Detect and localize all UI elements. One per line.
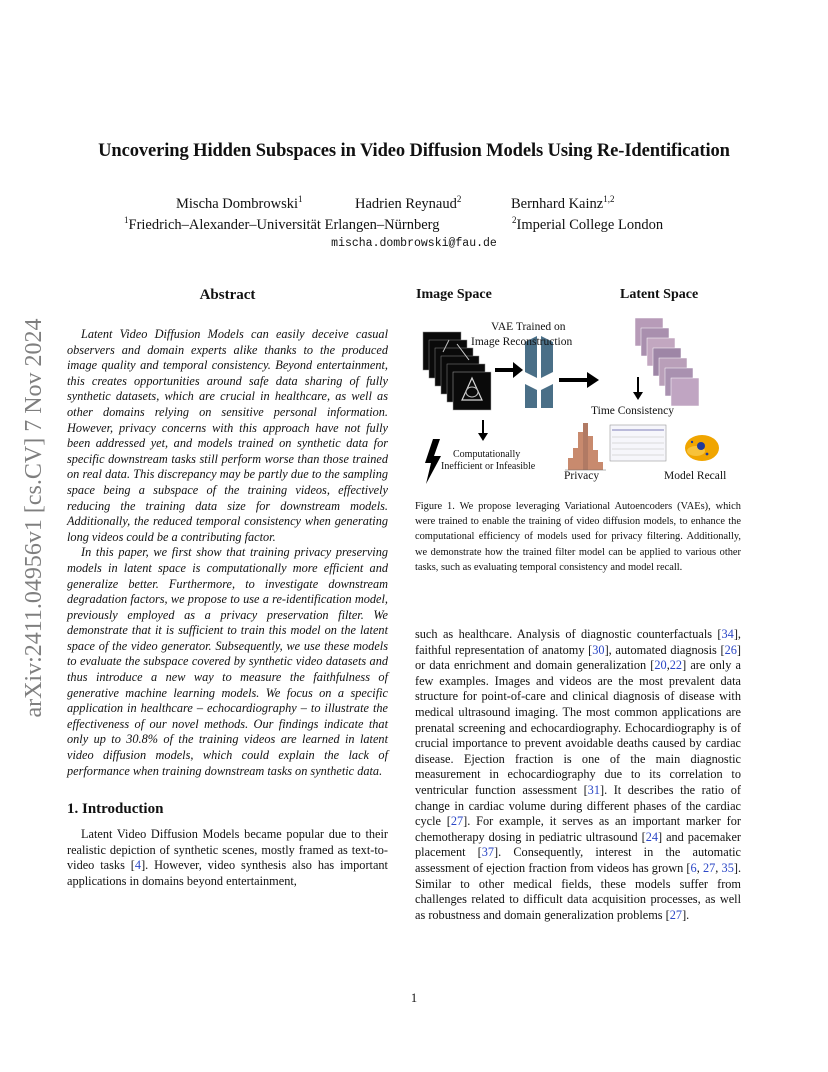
- text-segment: ].: [682, 907, 690, 922]
- computationally-label-line1: Computationally: [453, 449, 521, 460]
- affiliation-2: $^2$Imperial College London: [512, 215, 664, 233]
- text-segment: ]. Consequently, interest in the automatic assessment of ejection fraction from videos has grown [: [415, 845, 741, 875]
- model-recall-plot: [685, 435, 719, 461]
- time-consistency-plot: [610, 425, 666, 461]
- text-segment: ], automated diagnosis [: [604, 642, 725, 657]
- author-3: Bernhard Kainz$^{1,2}$: [511, 194, 615, 212]
- citation-link[interactable]: 6: [690, 860, 697, 875]
- citation-link[interactable]: 31: [587, 782, 600, 797]
- text-segment: ,: [666, 658, 670, 673]
- affiliation-1: $^1$Friedrich–Alexander–Universität Erlangen–Nürnberg: [124, 215, 440, 233]
- citation-link[interactable]: 26: [724, 642, 737, 657]
- text-segment: ,: [715, 860, 722, 875]
- page-number: 1: [410, 991, 418, 1005]
- text-segment: ], faithful representation of anatomy [: [415, 627, 741, 657]
- citation-link[interactable]: 27: [450, 814, 464, 829]
- citation-link[interactable]: 20: [654, 658, 667, 673]
- vae-label-line1: VAE Trained on: [491, 321, 566, 333]
- author-email: mischa.dombrowski@fau.de: [331, 237, 497, 250]
- left-column: [67, 287, 388, 890]
- citation-link[interactable]: 4: [134, 858, 142, 873]
- latent-frames: [635, 318, 699, 406]
- citation-link[interactable]: 30: [592, 642, 605, 657]
- intro-paragraph: Latent Video Diffusion Models became popular due to their realistic depiction of synthetic scenes, mostly framed as text-to-video tasks [4]. However, video synthesis also has important applications in domains beyond entertainment,: [67, 827, 388, 888]
- citation-link[interactable]: 34: [721, 627, 734, 641]
- vae-label-line2: Image Reconstruction: [471, 336, 573, 348]
- latent-space-label: Latent Space: [620, 287, 699, 302]
- abstract-heading: Abstract: [199, 287, 256, 303]
- text-segment: ]. Similar to other medical fields, these models suffer from challenges related to difficult data acquisition processes, as well as robustness and domain generalization problems [: [415, 860, 742, 922]
- citation-link[interactable]: 24: [645, 829, 659, 844]
- text-segment: such as healthcare. Analysis of diagnostic counterfactuals [: [415, 627, 722, 641]
- citation-link[interactable]: 27: [702, 860, 716, 875]
- computationally-label-line2: Inefficient or Infeasible: [441, 461, 536, 472]
- arxiv-stamp: arXiv:2411.04956v1 [cs.CV] 7 Nov 2024: [21, 318, 47, 718]
- privacy-histogram: [565, 423, 606, 470]
- image-space-label: Image Space: [416, 287, 492, 302]
- text-segment: ] and pacemaker placement [: [415, 829, 742, 860]
- model-recall-label: Model Recall: [664, 470, 727, 482]
- text-segment: ] or data enrichment and domain generalization [: [415, 642, 741, 673]
- text-segment: ]. It describes the ratio of change in cardiac volume during different phases of the cardiac cycle [: [415, 782, 742, 829]
- figure-1: [413, 280, 743, 490]
- abstract-paragraph-1: Latent Video Diffusion Models can easily deceive casual observers and domain experts alike thanks to the produced image quality and temporal consistency. Beyond entertainment, this creates opportunities around safe data sharing of fully synthetic datasets, which are crucial in healthcare, as well as other domains relying on sensitive personal information. However, privacy concerns with this approach have not fully been addressed yet, and models trained on synthetic data for specific downstream tasks still perform worse than those trained on real data. This discrepancy may be partly due to the sampling space being a subspace of the training videos, effectively reducing the training data size for downstream models. Additionally, the reduced temporal consistency when generating long videos could be a contributing factor.: [67, 327, 388, 544]
- author-1: Mischa Dombrowski$^1$: [176, 194, 303, 212]
- intro-heading: 1. Introduction: [67, 801, 164, 818]
- time-consistency-label: Time Consistency: [591, 405, 674, 417]
- abstract-paragraph-2: In this paper, we first show that training privacy preserving models in latent space is computationally more efficient and generalize better. Furthermore, to investigate downstream degradation factors, we propose to use a re-identification model, previously employed as a privacy preservation filter. We demonstrate that it is sufficient to train this model on the latent space of the video generator. Subsequently, we use these models to evaluate the subspace covered by synthetic video datasets and thus introduce a new way to measure the faithfulness of generative machine learning models. We focus on a specific application in healthcare – echocardiography – to illustrate the effectiveness of our novel methods. Our findings indicate that only up to 30.8% of the training videos are learned in latent video diffusion models, which could explain the lack of performance when training downstream tasks on synthetic data.: [67, 545, 388, 778]
- text-segment: ] are only a few examples. Images and videos are the most prevalent data structure for point-of-care and clinical diagnosis of disease with medical ultrasound imaging. The most common applications are prenatal screening and echocardiography. Echocardiography is of crucial importance to prevent avoidable deaths caused by cardiac disease. Ejection fraction is one of the main diagnostic measurement in echocardiography due to its correlation to ventricular function assessment [: [415, 658, 741, 797]
- paper-title: Uncovering Hidden Subspaces in Video Diffusion Models Using Re-Identification: [98, 141, 730, 161]
- privacy-label: Privacy: [564, 470, 600, 482]
- right-paragraph: [415, 627, 741, 923]
- citation-link[interactable]: 37: [481, 845, 495, 860]
- text-segment: ]. For example, it serves as an important marker for chemotherapy dosing in pediatric ultrasound [: [415, 814, 742, 844]
- citation-link[interactable]: 35: [721, 860, 734, 875]
- author-2: Hadrien Reynaud$^2$: [355, 194, 462, 212]
- text-segment: ,: [696, 860, 703, 875]
- citation-link[interactable]: 27: [669, 907, 683, 922]
- figure-caption: Figure 1. We propose leveraging Variational Autoencoders (VAEs), which were trained to enable the training of video diffusion models, to enhance the computational efficiency of models used for privacy filtering. Additionally, we demonstrate how the trained filter model can be applied to various other tasks, such as evaluating temporal consistency and model recall.: [415, 501, 741, 573]
- right-column-text: [415, 627, 741, 923]
- citation-link[interactable]: 22: [669, 658, 683, 673]
